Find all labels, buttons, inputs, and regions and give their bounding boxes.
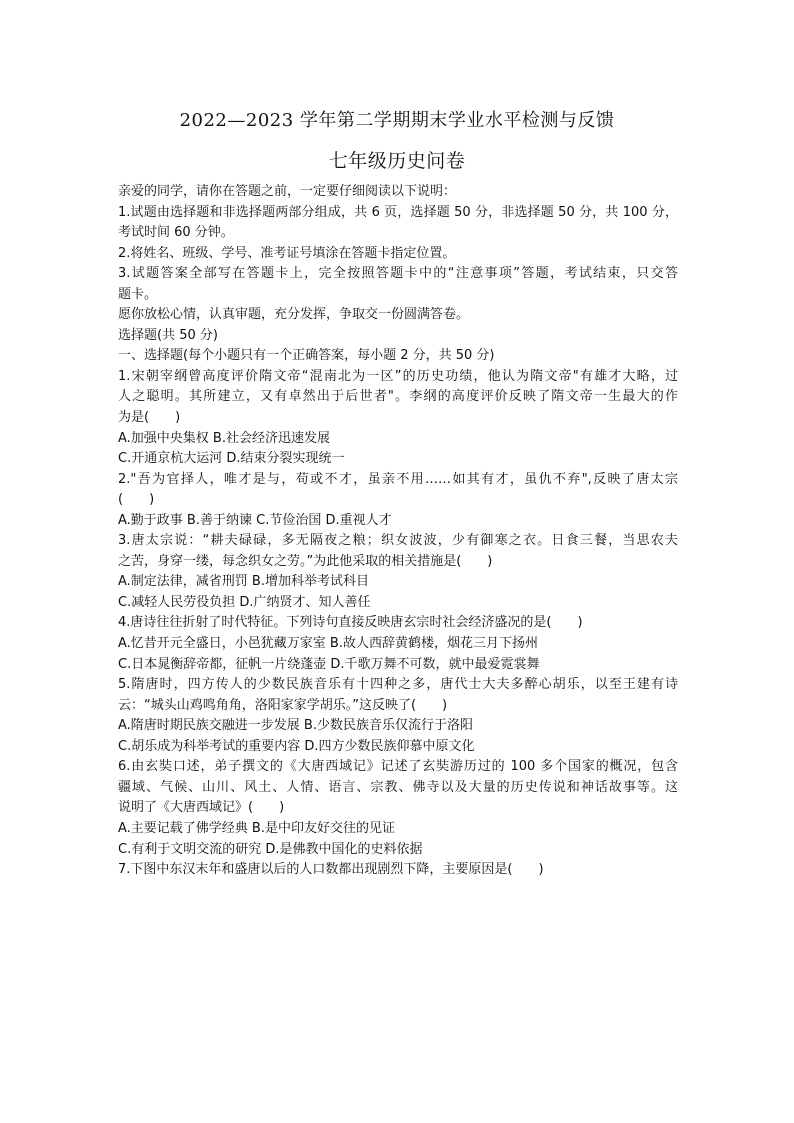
question-1-options-cd: C.开通京杭大运河 D.结束分裂实现统一 xyxy=(118,451,345,467)
question-1-options-ab: A.加强中央集权 B.社会经济迅速发展 xyxy=(118,430,330,446)
question-3-options-ab: A.制定法律，减省刑罚 B.增加科举考试科目 xyxy=(118,574,369,590)
question-3-stem-end: 之苦，身穿一缕，每念织女之劳。”为此他采取的相关措施是( ) xyxy=(118,553,493,569)
question-4-stem: 4.唐诗往往折射了时代特征。下列诗句直接反映唐玄宗时社会经济盛况的是( ) xyxy=(118,615,583,631)
section-heading: 选择题(共 50 分) xyxy=(118,327,218,343)
question-3-stem: 3.唐太宗说：“耕夫碌碌，多无隔夜之粮；织女波波，少有御寒之衣。日食三餐，当思农夫 xyxy=(118,533,678,549)
section-instructions: 一、选择题(每个小题只有一个正确答案，每小题 2 分，共 50 分) xyxy=(118,348,495,364)
question-2-stem-end: ( ) xyxy=(118,492,155,508)
intro-greeting: 亲爱的同学，请你在答题之前，一定要仔细阅读以下说明： xyxy=(118,184,457,199)
exam-subtitle: 七年级历史问卷 xyxy=(328,150,466,172)
question-6-options-cd: C.有利于文明交流的研究 D.是佛教中国化的史料依据 xyxy=(118,841,423,857)
question-6-stem-end: 说明了《大唐西域记》( ) xyxy=(118,800,285,816)
instruction-1: 1.试题由选择题和非选择题两部分组成，共 6 页，选择题 50 分，非选择题 50 分，共 100 分， xyxy=(118,204,678,220)
question-6-options-ab: A.主要记载了佛学经典 B.是中印友好交往的见证 xyxy=(118,820,395,836)
question-2-stem: 2."吾为官择人，唯才是与，苟或不才，虽亲不用……如其有才，虽仇不弃",反映了唐太宗 xyxy=(118,471,678,487)
question-1-stem-end: 为是( ) xyxy=(118,410,181,426)
question-1-stem-cont: 人之聪明。其所建立，又有卓然出于后世者"。李纲的高度评价反映了隋文帝一生最大的作 xyxy=(118,389,678,405)
instruction-2: 2.将姓名、班级、学号、准考证号填涂在答题卡指定位置。 xyxy=(118,245,456,261)
question-3-options-cd: C.减轻人民劳役负担 D.广纳贤才、知人善任 xyxy=(118,594,371,610)
question-5-options-cd: C.胡乐成为科举考试的重要内容 D.四方少数民族仰慕中原文化 xyxy=(118,738,475,754)
question-4-options-cd: C.日本晁衡辞帝都，征帆一片绕蓬壶 D.千歌万舞不可数，就中最爱霓裳舞 xyxy=(118,656,540,672)
question-2-options: A.勤于政事 B.善于纳谏 C.节俭治国 D.重视人才 xyxy=(118,512,392,528)
instruction-1-cont: 考试时间 60 分钟。 xyxy=(118,225,234,241)
question-5-stem: 5.隋唐时，四方传人的少数民族音乐有十四种之多，唐代士大夫多醉心胡乐，以至王建有诗 xyxy=(118,677,678,693)
question-5-options-ab: A.隋唐时期民族交融进一步发展 B.少数民族音乐仅流行于洛阳 xyxy=(118,718,473,734)
question-1-stem: 1.宋朝宰纲曾高度评价隋文帝“混南北为一区”的历史功绩，他认为隋文帝"有雄才大略，过 xyxy=(118,368,678,384)
exam-body xyxy=(118,182,678,881)
question-6-stem: 6.由玄奘口述，弟子撰文的《大唐西域记》记述了玄奘游历过的 100 多个国家的概况，包含 xyxy=(118,759,678,775)
question-5-stem-end: 云：“城头山鸡鸣角角，洛阳家家学胡乐。”这反映了( ) xyxy=(118,697,448,713)
question-6-stem-cont: 疆域、气候、山川、风土、人情、语言、宗教、佛寺以及大量的历史传说和神话故事等。这 xyxy=(118,779,678,795)
question-7-stem: 7.下图中东汉末年和盛唐以后的人口数都出现剧烈下降，主要原因是( ) xyxy=(118,862,544,878)
instruction-3-cont: 题卡。 xyxy=(118,286,158,302)
encouragement: 愿你放松心情，认真审题，充分发挥，争取交一份圆满答卷。 xyxy=(118,307,470,323)
exam-title: 2022—2023 学年第二学期期末学业水平检测与反馈 xyxy=(179,110,615,131)
instruction-3: 3.试题答案全部写在答题卡上，完全按照答题卡中的“注意事项”答题，考试结束，只交答 xyxy=(118,266,678,282)
question-4-options-ab: A.忆昔开元全盛日，小邑犹藏万家室 B.故人西辞黄鹤楼，烟花三月下扬州 xyxy=(118,636,538,652)
